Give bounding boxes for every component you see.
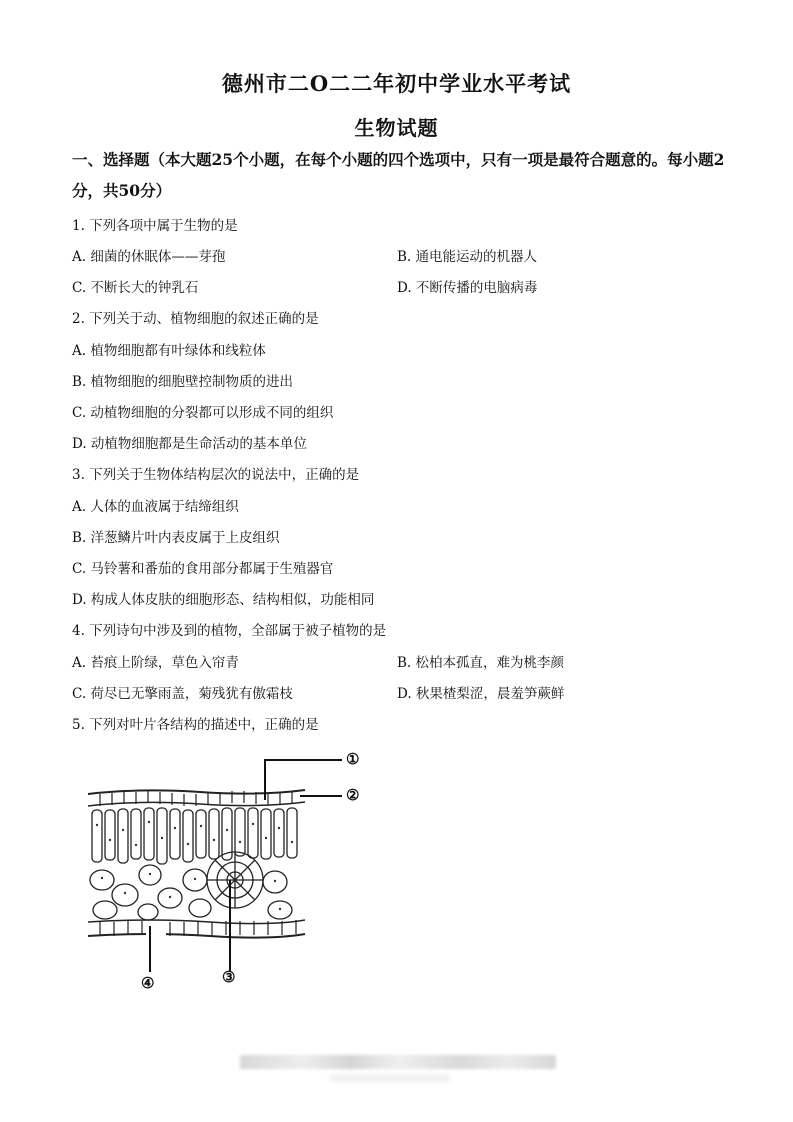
question-3-option-a: A. 人体的血液属于结缔组织 xyxy=(72,499,239,515)
leaf-cross-section-figure xyxy=(80,750,380,1000)
question-1-option-d: D. 不断传播的电脑病毒 xyxy=(397,280,538,296)
question-2-option-a: A. 植物细胞都有叶绿体和线粒体 xyxy=(72,343,266,359)
figure-label-4: ④ xyxy=(141,974,155,992)
question-3-stem: 3. 下列关于生物体结构层次的说法中，正确的是 xyxy=(72,467,360,483)
figure-label-3: ③ xyxy=(222,968,236,986)
question-2-option-b: B. 植物细胞的细胞壁控制物质的进出 xyxy=(72,374,294,390)
question-1-stem: 1. 下列各项中属于生物的是 xyxy=(72,218,238,234)
question-2-option-d: D. 动植物细胞都是生命活动的基本单位 xyxy=(72,436,307,452)
question-1-option-a: A. 细菌的休眠体——芽孢 xyxy=(72,249,226,265)
page-subtitle: 生物试题 xyxy=(354,116,439,140)
question-4-option-d: D. 秋果楂梨涩，晨羞笋蕨鲜 xyxy=(397,686,565,702)
figure-label-2: ② xyxy=(346,786,360,804)
question-2-option-c: C. 动植物细胞的分裂都可以形成不同的组织 xyxy=(72,405,334,421)
page-title: 德州市二O二二年初中学业水平考试 xyxy=(221,71,572,96)
question-1-option-c: C. 不断长大的钟乳石 xyxy=(72,280,199,296)
section-heading: 一、选择题（本大题25个小题，在每个小题的四个选项中，只有一项是最符合题意的。每小题2分，共50分） xyxy=(72,150,725,200)
question-3-option-c: C. 马铃薯和番茄的食用部分都属于生殖器官 xyxy=(72,561,334,577)
question-4-option-c: C. 荷尽已无擎雨盖，菊残犹有傲霜枝 xyxy=(72,686,293,702)
question-3-option-d: D. 构成人体皮肤的细胞形态、结构相似，功能相同 xyxy=(72,592,375,608)
question-2-stem: 2. 下列关于动、植物细胞的叙述正确的是 xyxy=(72,311,319,327)
question-4-stem: 4. 下列诗句中涉及到的植物，全部属于被子植物的是 xyxy=(72,623,387,639)
footer-watermark-shadow xyxy=(330,1074,450,1082)
question-3-option-b: B. 洋葱鳞片叶内表皮属于上皮组织 xyxy=(72,530,280,546)
question-5-stem: 5. 下列对叶片各结构的描述中，正确的是 xyxy=(72,717,319,733)
question-1-option-b: B. 通电能运动的机器人 xyxy=(397,249,538,265)
question-4-option-a: A. 苔痕上阶绿，草色入帘青 xyxy=(72,655,239,671)
figure-label-1: ① xyxy=(346,750,360,768)
question-4-option-b: B. 松柏本孤直，难为桃李颜 xyxy=(397,655,565,671)
footer-watermark xyxy=(240,1055,556,1069)
